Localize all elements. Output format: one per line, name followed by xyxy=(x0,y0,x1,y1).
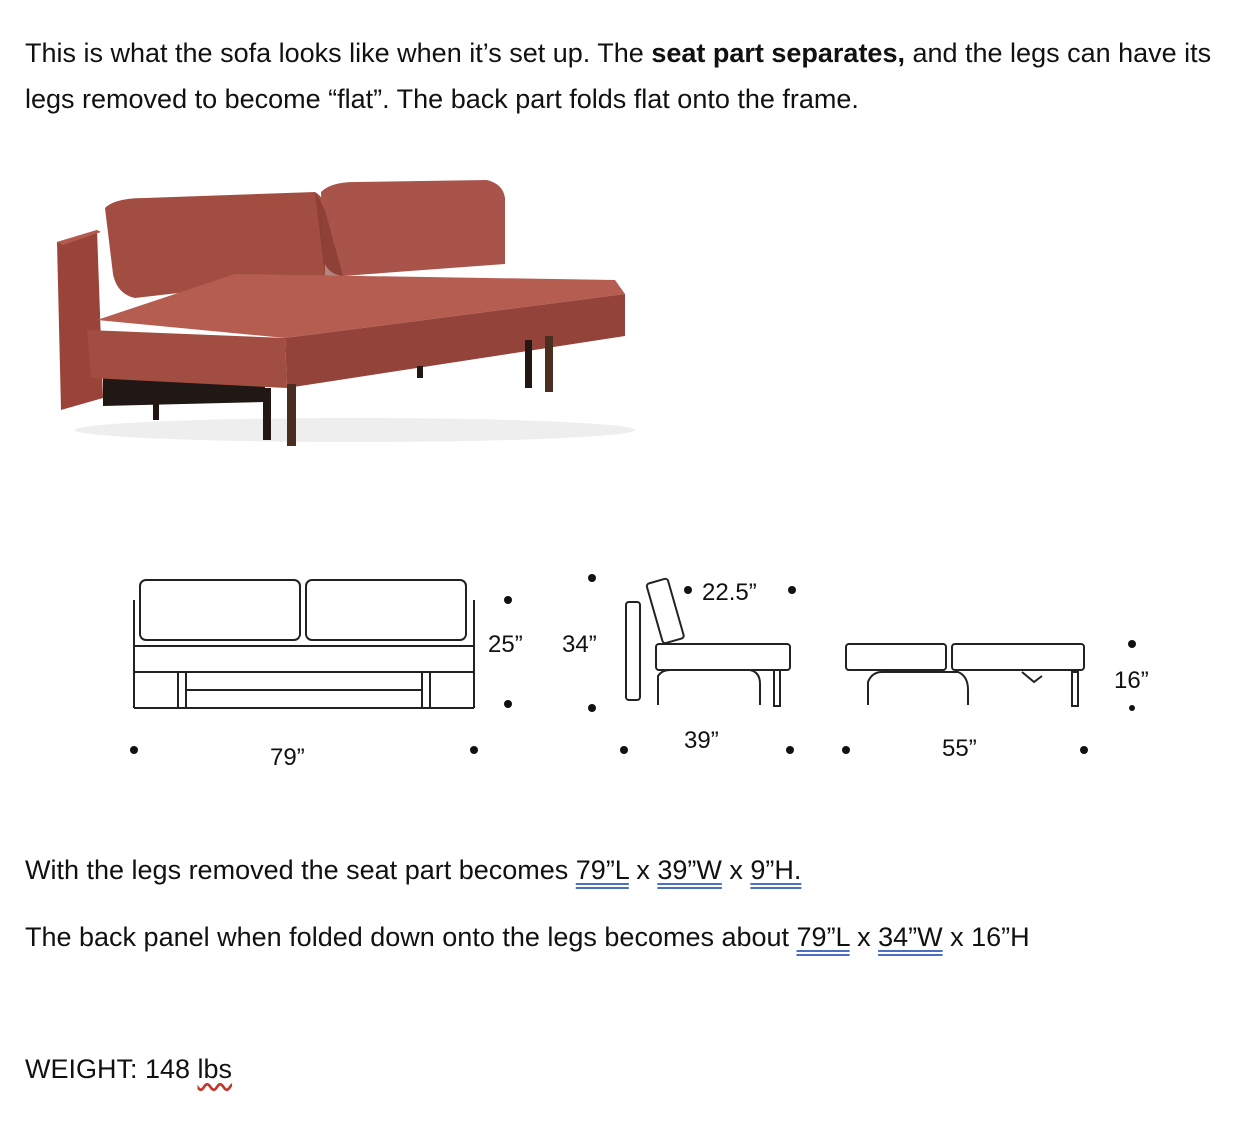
dim-depth-sofa: 39” xyxy=(684,727,719,754)
seat-line-prefix: With the legs removed the seat part becomes xyxy=(25,855,576,885)
front-cushion-right xyxy=(306,580,466,640)
back-length: 79”L xyxy=(796,922,850,952)
seat-height: 9”H. xyxy=(750,855,802,885)
seat-dimensions-line xyxy=(25,855,801,886)
back-width: 34”W xyxy=(878,922,943,952)
sofa-photo xyxy=(25,170,645,460)
intro-text-1: This is what the sofa looks like when it’s set up. The xyxy=(25,38,652,68)
back-x1: x xyxy=(849,922,879,952)
dim-height-seat-back: 25” xyxy=(488,631,523,658)
intro-text-2: and the legs can have its legs removed to become “flat”. The back part folds flat onto the frame. xyxy=(25,38,1212,114)
front-cushion-left xyxy=(140,580,300,640)
back-line-prefix: The back panel when folded down onto the legs becomes about xyxy=(25,922,797,952)
back-x2: x 16”H xyxy=(942,922,1030,952)
dim-depth-bed: 55” xyxy=(942,735,977,762)
seat-length: 79”L xyxy=(575,855,629,885)
dimension-diagram xyxy=(110,560,1190,780)
weight-label: WEIGHT: 148 xyxy=(25,1054,198,1084)
dim-width-front: 79” xyxy=(270,744,305,771)
intro-paragraph xyxy=(25,30,1235,122)
back-panel-dimensions-line xyxy=(25,922,1030,953)
seat-width: 39”W xyxy=(657,855,722,885)
dim-back-depth: 22.5” xyxy=(702,579,757,606)
dim-height-bed: 16” xyxy=(1114,667,1149,694)
dim-height-total: 34” xyxy=(562,631,597,658)
seat-x2: x xyxy=(721,855,751,885)
weight-line xyxy=(25,1054,232,1085)
weight-unit: lbs xyxy=(197,1054,233,1084)
intro-bold-text: seat part separates, xyxy=(651,38,905,68)
seat-x1: x xyxy=(628,855,658,885)
